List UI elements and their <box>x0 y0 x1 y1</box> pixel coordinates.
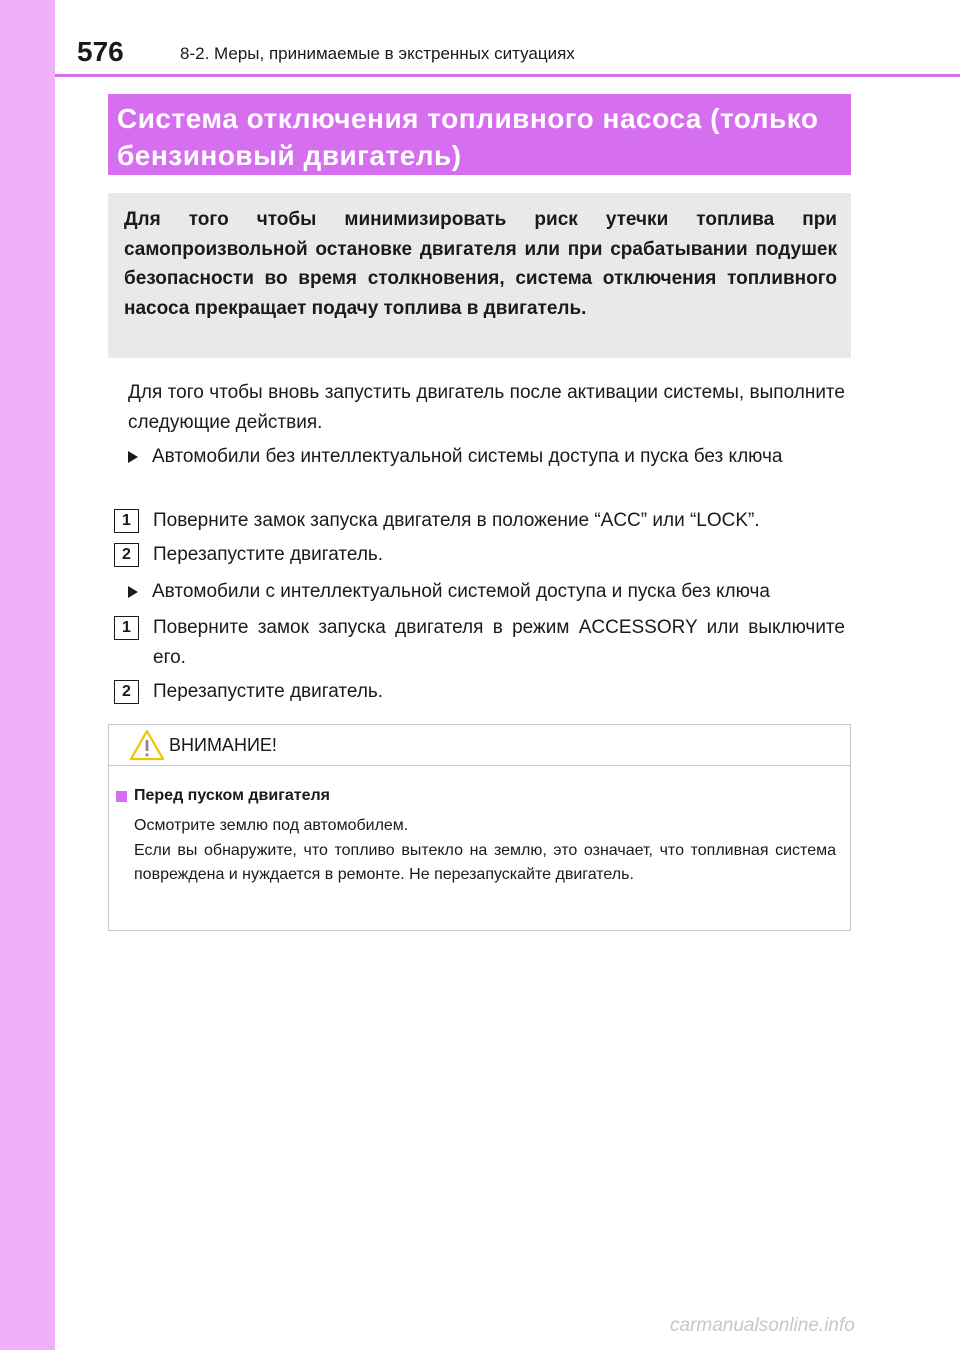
section-title: 8-2. Меры, принимаемые в экстренных ситуациях <box>180 44 575 63</box>
step-item <box>114 506 845 536</box>
warning-text <box>134 814 836 888</box>
step-text: Перезапустите двигатель. <box>153 681 384 702</box>
warning-label: ВНИМАНИЕ! <box>169 734 277 755</box>
warning-triangle-icon <box>129 729 165 761</box>
group-heading-text: Автомобили без интеллектуальной системы доступа и пуска без ключа <box>152 446 783 467</box>
warning-text-line: Осмотрите землю под автомобилем. <box>134 817 409 834</box>
step-text: Поверните замок запуска двигателя в режим ACCESSORY или выключите его. <box>153 617 845 668</box>
step-item <box>114 677 845 707</box>
warning-body <box>109 766 850 888</box>
watermark: carmanualsonline.info <box>670 1315 855 1336</box>
warning-text-paragraph: Если вы обнаружите, что топливо вытекло на землю, это означает, что топливная система повреждена и нуждается в ремонте. Не перезапускайте двигатель. <box>134 841 836 883</box>
step-number-badge: 2 <box>114 680 139 704</box>
title-line-1: Система отключения топливного насоса (только <box>117 103 819 134</box>
warning-box <box>108 724 851 931</box>
step-number-badge: 1 <box>114 616 139 640</box>
step-number-badge: 2 <box>114 543 139 567</box>
page-number: 576 <box>77 36 124 67</box>
step-number-badge: 1 <box>114 509 139 533</box>
intro-paragraph: Для того чтобы вновь запустить двигатель после активации системы, выполните следующие действия. <box>128 382 845 433</box>
summary-box <box>108 193 851 358</box>
step-item <box>114 540 845 570</box>
side-strip <box>0 0 55 1350</box>
step-item <box>114 613 845 672</box>
group-heading <box>128 577 845 607</box>
step-text: Поверните замок запуска двигателя в положение “ACC” или “LOCK”. <box>153 510 760 531</box>
square-bullet-icon <box>116 791 127 802</box>
warning-subheading-text: Перед пуском двигателя <box>134 787 330 804</box>
header-divider <box>55 74 960 77</box>
warning-header <box>109 725 850 766</box>
title-banner <box>108 94 851 175</box>
page-header <box>55 0 960 78</box>
triangle-bullet-icon <box>128 442 152 472</box>
step-text: Перезапустите двигатель. <box>153 544 384 565</box>
group-heading <box>128 442 845 472</box>
title-line-2: бензиновый двигатель) <box>117 140 462 171</box>
summary-text: Для того чтобы минимизировать риск утечки топлива при самопроизвольной остановке двигателя или при срабатывании подушек безопасности во время столкновения, система отключения топливного насоса прекращает подачу топлива в двигатель. <box>124 209 837 319</box>
group-heading-text: Автомобили с интеллектуальной системой доступа и пуска без ключа <box>152 581 770 602</box>
warning-subheading <box>116 784 836 808</box>
triangle-bullet-icon <box>128 577 152 607</box>
